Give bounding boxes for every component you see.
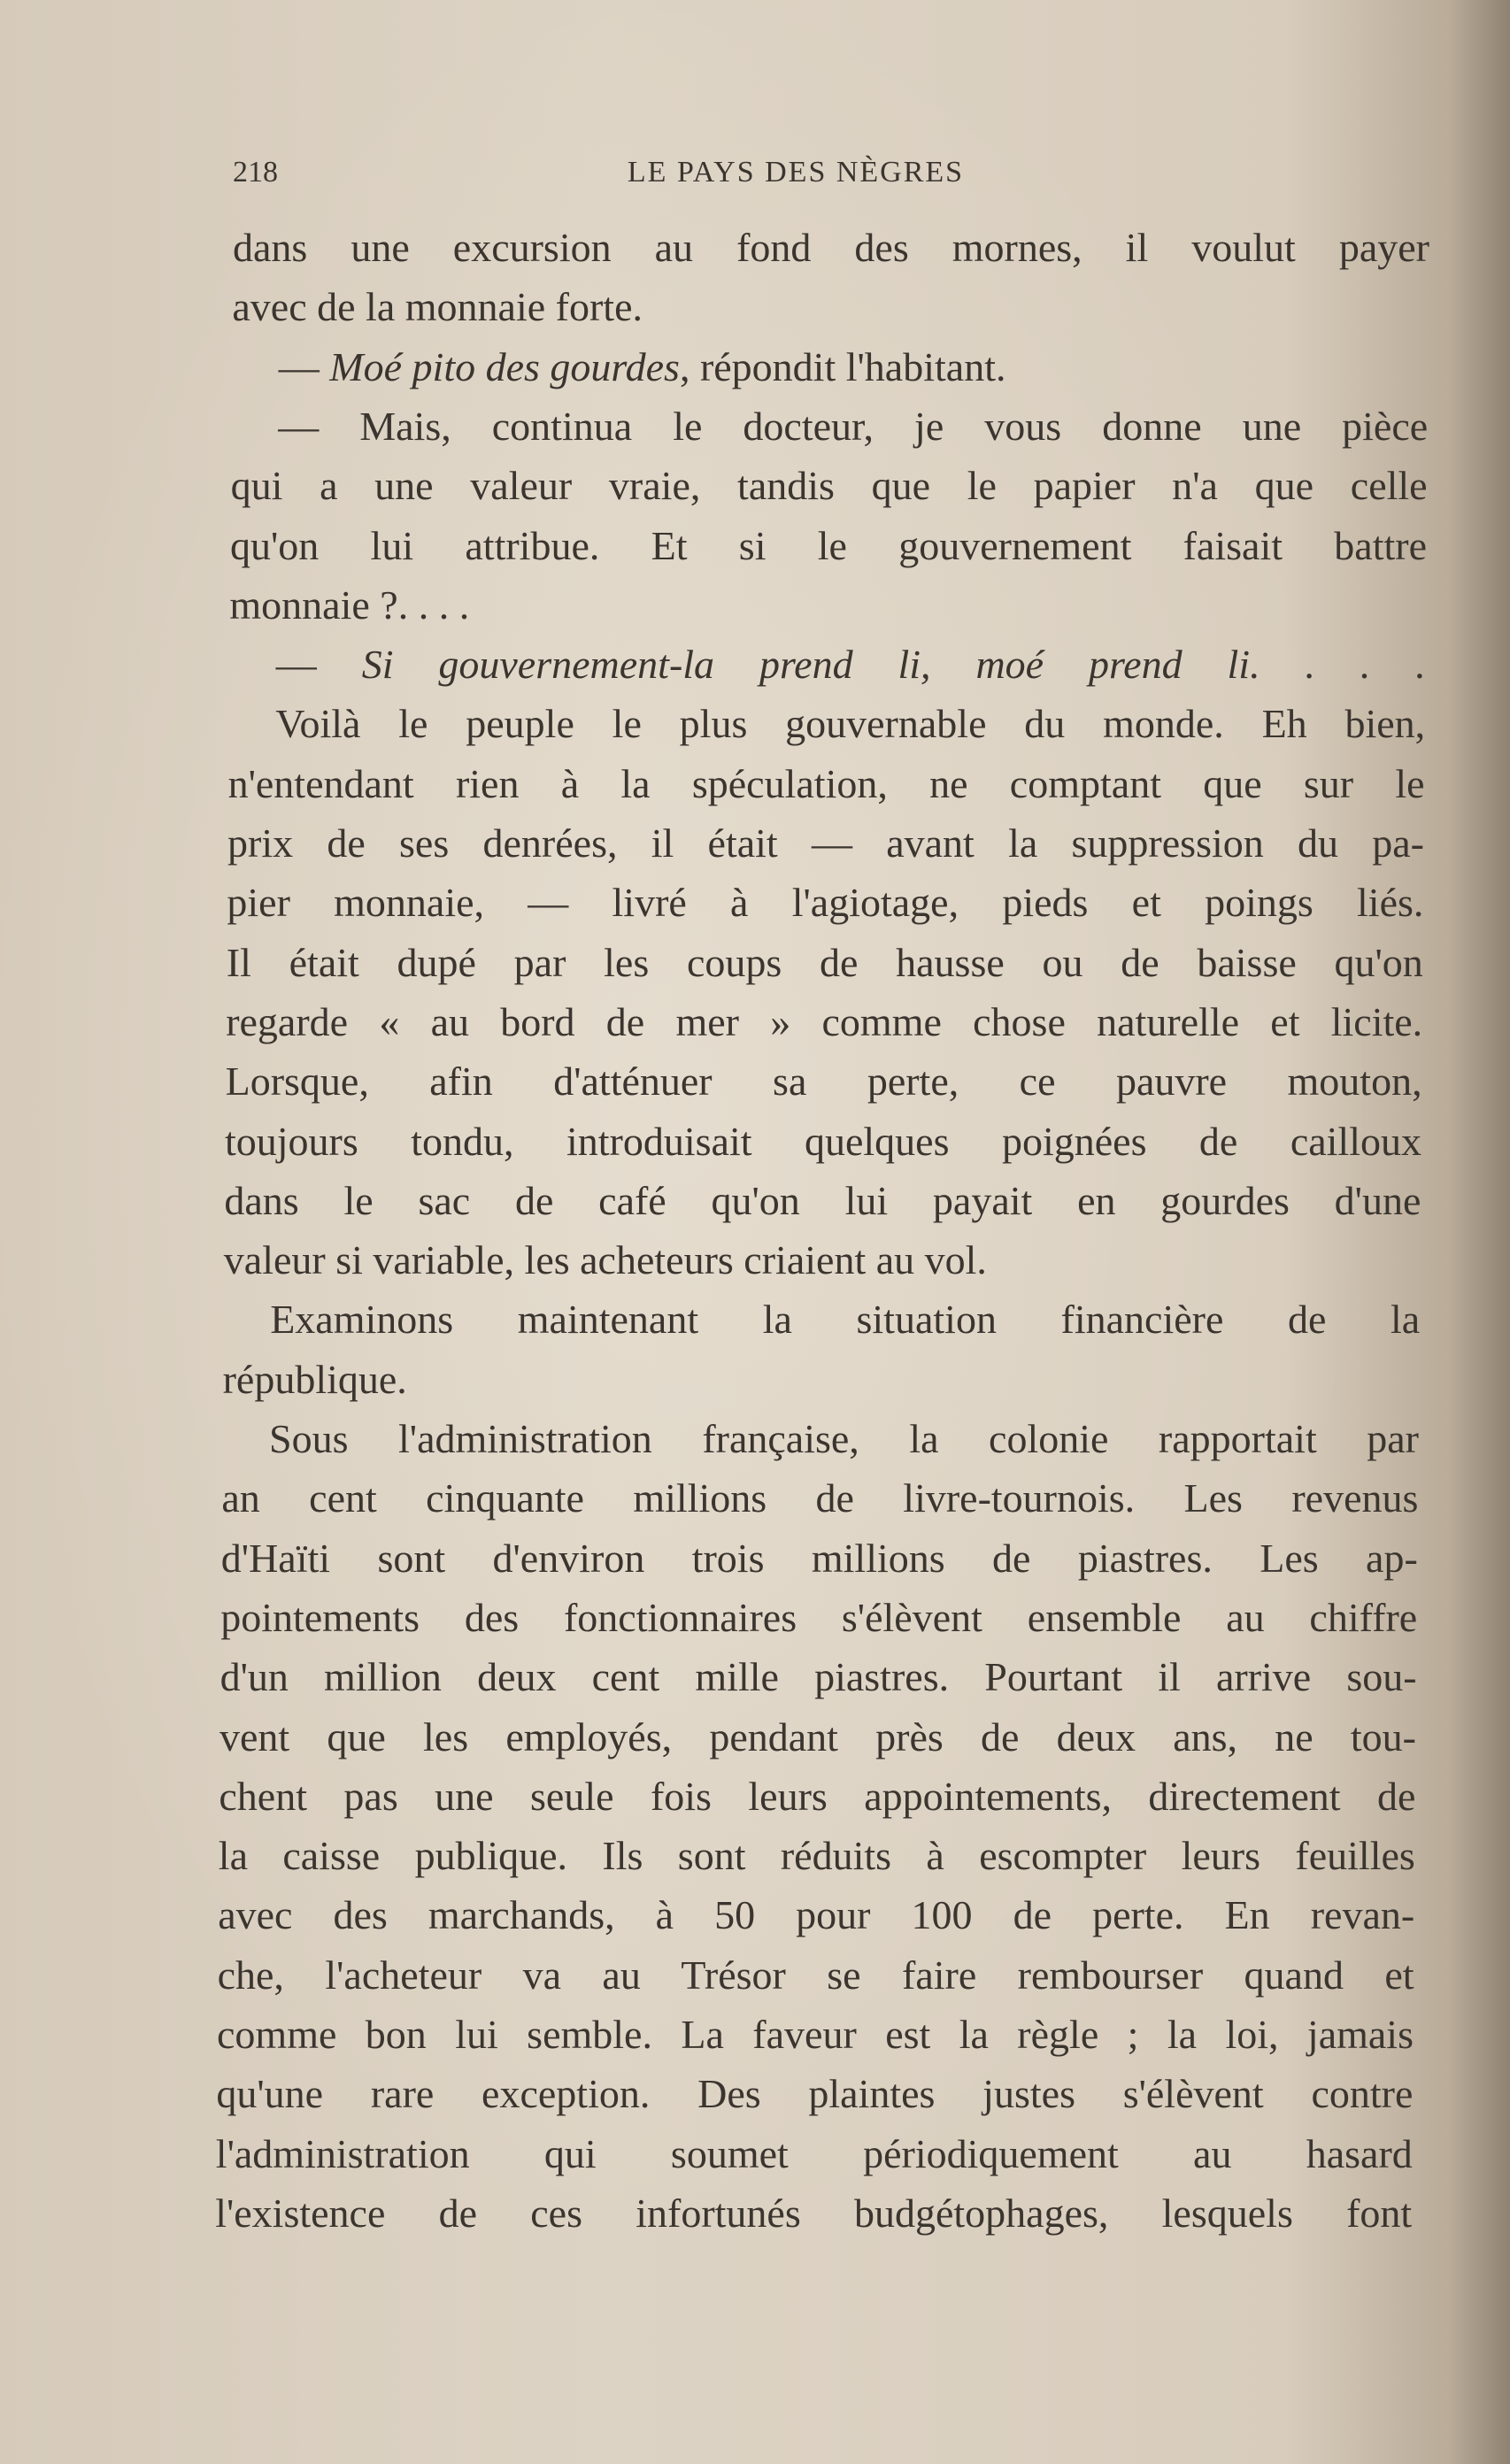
text-line: avec de la monnaie forte. (232, 284, 643, 330)
text-line: pier monnaie, — livré à l'agiotage, pieds et poings liés. (227, 880, 1424, 926)
text-line: valeur si variable, les acheteurs criaient au vol. (223, 1237, 987, 1283)
text-line: che, l'acheteur va au Trésor se faire rembourser quand et (217, 1952, 1414, 1998)
text-line: avec des marchands, à 50 pour 100 de perte. En revan- (218, 1892, 1415, 1938)
text-line: Lorsque, afin d'atténuer sa perte, ce pauvre mouton, (225, 1059, 1422, 1105)
text-line: l'existence de ces infortunés budgétophages, lesquels font (215, 2190, 1413, 2236)
text-line: d'Haïti sont d'environ trois millions de piastres. Les ap- (220, 1535, 1418, 1581)
text-segment: — (278, 343, 330, 389)
text-line: monnaie ?. . . . (229, 581, 470, 628)
text-line: pointements des fonctionnaires s'élèvent ensemble au chiffre (220, 1594, 1418, 1640)
text-line: vent que les employés, pendant près de deux ans, ne tou- (220, 1713, 1416, 1759)
italic-dialogue: Si gouvernement-la prend li, moé prend li. . . . (361, 642, 1426, 688)
text-line: Voilà le peuple le plus gouvernable du monde. Eh bien, (275, 701, 1426, 747)
text-line: qui a une valeur vraie, tandis que le papier n'a que celle (230, 463, 1428, 509)
running-head (233, 146, 1429, 199)
text-line: Il était dupé par les coups de hausse ou de baisse qu'on (226, 939, 1423, 985)
text-line: qu'on lui attribue. Et si le gouvernement faisait battre (230, 522, 1427, 568)
text-line: dans une excursion au fond des mornes, il voulut payer (233, 225, 1429, 270)
text-line: — Mais, continua le docteur, je vous donne une pièce (278, 403, 1429, 449)
text-line: la caisse publique. Ils sont réduits à escompter leurs feuilles (218, 1833, 1415, 1879)
text-line: toujours tondu, introduisait quelques poignées de cailloux (225, 1118, 1421, 1164)
text-line: prix de ses denrées, il était — avant la suppression du pa- (227, 820, 1424, 866)
text-line: qu'une rare exception. Des plaintes justes s'élèvent contre (216, 2071, 1414, 2117)
text-line: l'administration qui soumet périodiquement au hasard (215, 2130, 1413, 2176)
text-line: chent pas une seule fois leurs appointements, directement de (219, 1773, 1416, 1819)
running-title: LE PAYS DES NÈGRES (627, 156, 965, 189)
text-line: Sous l'administration française, la colonie rapportait par (269, 1416, 1419, 1461)
text-line: n'entendant rien à la spéculation, ne comptant que sur le (227, 760, 1425, 806)
text-segment: , répondit l'habitant. (679, 343, 1006, 389)
text-segment: — (275, 642, 362, 688)
text-line (232, 337, 1429, 397)
text-line: Examinons maintenant la situation financière de la (270, 1297, 1421, 1343)
text-line: d'un million deux cent mille piastres. Pourtant il arrive sou- (220, 1654, 1417, 1700)
text-line: république. (222, 1356, 407, 1402)
page-number: 218 (233, 156, 278, 189)
text-line (229, 635, 1426, 694)
italic-dialogue: Moé pito des gourdes (329, 343, 680, 389)
text-line: comme bon lui semble. La faveur est la règle ; la loi, jamais (217, 2012, 1414, 2057)
text-line: regarde « au bord de mer » comme chose naturelle et licite. (226, 998, 1423, 1044)
text-line: an cent cinquante millions de livre-tournois. Les revenus (221, 1475, 1419, 1521)
text-line: dans le sac de café qu'on lui payait en gourdes d'une (224, 1177, 1421, 1223)
